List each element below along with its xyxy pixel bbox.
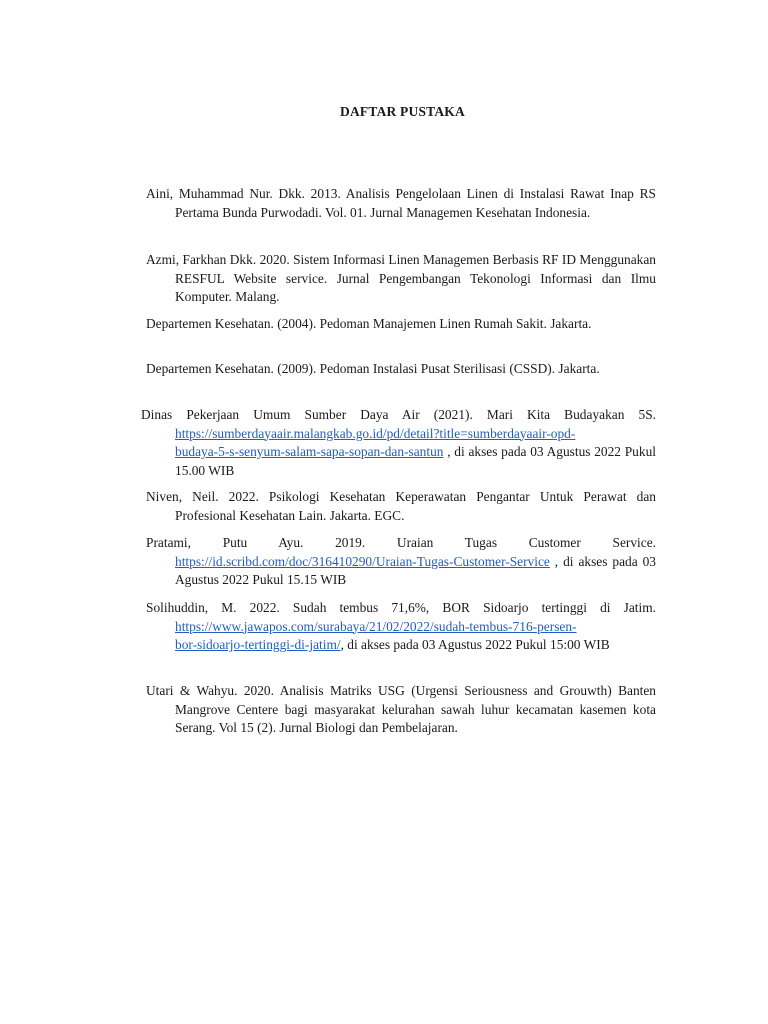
reference-link[interactable]: https://www.jawapos.com/surabaya/21/02/2022/sudah-tembus-716-persen- [175, 618, 577, 634]
reference-access-note: , di akses pada 03 Agustus 2022 Pukul 15.00 WIB [175, 444, 656, 478]
reference-depkes-2009 [146, 360, 656, 379]
reference-text: Utari & Wahyu. 2020. Analisis Matriks USG (Urgensi Seriousness and Grouwth) Banten Mangrove Centere bagi masyarakat kelurahan sawah luhur kecamatan kasemen kota Serang. Vol 15 (2). Jurnal Biologi dan Pembelajaran. [146, 683, 656, 735]
reference-depkes-2004 [146, 315, 656, 334]
reference-aini [146, 185, 656, 222]
reference-text: Pratami, Putu Ayu. 2019. Uraian Tugas Customer Service. [146, 535, 656, 550]
reference-text: Aini, Muhammad Nur. Dkk. 2013. Analisis Pengelolaan Linen di Instalasi Rawat Inap RS Pertama Bunda Purwodadi. Vol. 01. Jurnal Managemen Kesehatan Indonesia. [146, 186, 656, 220]
reference-text: Niven, Neil. 2022. Psikologi Kesehatan Keperawatan Pengantar Untuk Perawat dan Profesional Kesehatan Lain. Jakarta. EGC. [146, 489, 656, 523]
reference-text: Solihuddin, M. 2022. Sudah tembus 71,6%, BOR Sidoarjo tertinggi di Jatim. [146, 600, 656, 615]
reference-dinas-pu [141, 406, 656, 480]
reference-text: Departemen Kesehatan. (2009). Pedoman Instalasi Pusat Sterilisasi (CSSD). Jakarta. [146, 361, 600, 376]
page-title: DAFTAR PUSTAKA [340, 104, 465, 119]
reference-pratami [146, 534, 656, 590]
reference-link[interactable]: https://sumberdayaair.malangkab.go.id/pd/detail?title=sumberdayaair-opd- [175, 425, 576, 441]
reference-link-continued[interactable]: budaya-5-s-senyum-salam-sapa-sopan-dan-santun [175, 444, 444, 459]
reference-text: Azmi, Farkhan Dkk. 2020. Sistem Informasi Linen Managemen Berbasis RF ID Menggunakan RESFUL Website service. Jurnal Pengembangan Tekonologi Informasi dan Ilmu Komputer. Malang. [146, 252, 656, 304]
reference-access-note: , di akses pada 03 Agustus 2022 Pukul 15.15 WIB [175, 553, 656, 587]
reference-niven [146, 488, 656, 525]
reference-text: Departemen Kesehatan. (2004). Pedoman Manajemen Linen Rumah Sakit. Jakarta. [146, 316, 592, 331]
reference-utari [146, 682, 656, 738]
reference-link-continued[interactable]: bor-sidoarjo-tertinggi-di-jatim/ [175, 637, 341, 652]
reference-link[interactable]: https://id.scribd.com/doc/316410290/Uraian-Tugas-Customer-Service [175, 553, 550, 569]
reference-access-note: , di akses pada 03 Agustus 2022 Pukul 15:00 WIB [340, 637, 610, 652]
reference-azmi [146, 251, 656, 307]
reference-solihuddin [146, 599, 656, 655]
reference-text: Dinas Pekerjaan Umum Sumber Daya Air (2021). Mari Kita Budayakan 5S. [141, 407, 656, 422]
